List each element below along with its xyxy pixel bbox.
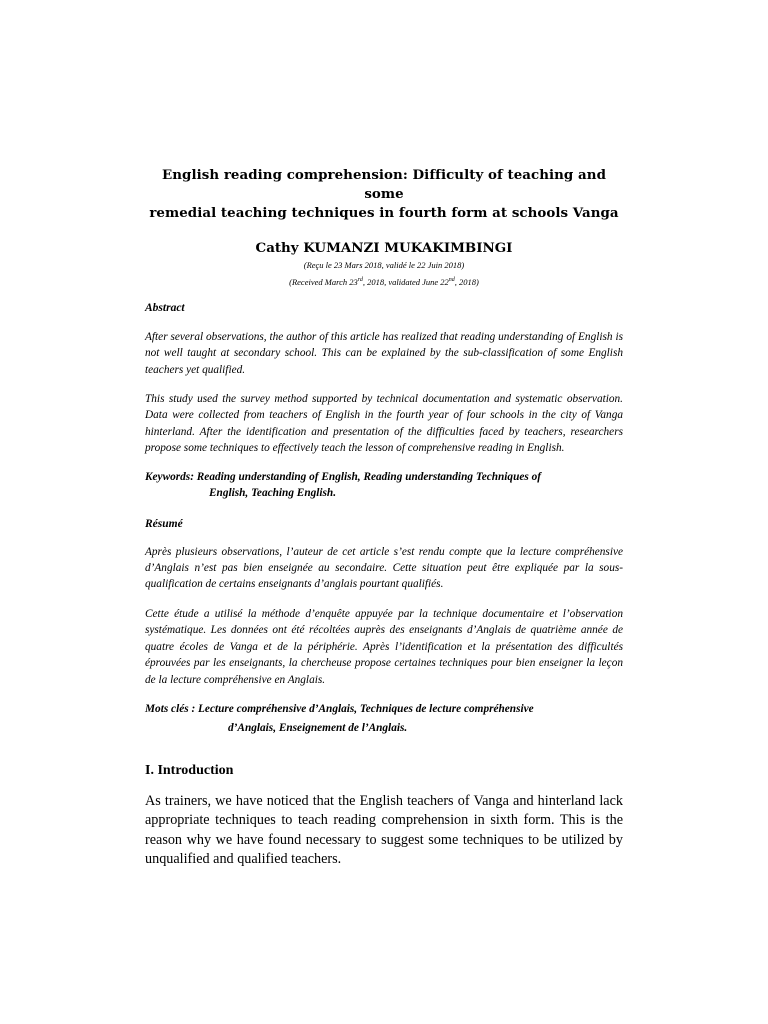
date-french: (Reçu le 23 Mars 2018, validé le 22 Juin 2018) <box>303 260 465 270</box>
paper-page <box>145 166 623 869</box>
keywords-line-1: Keywords: Reading understanding of English, Reading understanding Techniques of <box>145 470 541 483</box>
date-en-sup-2: nd <box>448 277 455 283</box>
keywords-line-2: English, Teaching English. <box>209 487 337 500</box>
introduction-heading: I. Introduction <box>145 762 234 778</box>
introduction-paragraph-1: As trainers, we have noticed that the English teachers of Vanga and hinterland lack appropriate techniques to teach reading comprehension in sixth form. This is the reason why we have found necessary to suggest some techniques to be utilized by unqualified and qualified teachers. <box>145 792 623 867</box>
resume-heading: Résumé <box>145 517 183 530</box>
date-en-suffix: , 2018) <box>454 276 479 287</box>
mots-cles-line-2: d’Anglais, Enseignement de l’Anglais. <box>228 721 408 734</box>
date-en-prefix: (Received March 23 <box>289 276 358 287</box>
author-name: Cathy KUMANZI MUKAKIMBINGI <box>255 240 513 256</box>
title-line-1: English reading comprehension: Difficulty of teaching and some <box>162 167 606 202</box>
keywords <box>145 469 623 502</box>
date-en-sup-1: rd <box>357 277 363 283</box>
dates-block <box>145 258 623 290</box>
abstract-paragraph-2: This study used the survey method supported by technical documentation and systematic observation. Data were collected from teachers of English in the fourth year of four schools in the city of Vanga hinterland. After the identification and presentation of the difficulties faced by teachers, researchers propose some techniques to effectively teach the lesson of comprehensive reading in English. <box>145 393 623 455</box>
paper-title <box>145 166 623 223</box>
resume-paragraph-1: Après plusieurs observations, l’auteur de cet article s’est rendu compte que la lecture compréhensive d’Anglais n’est pas bien enseignée au secondaire. Cette situation peut être expliquée par la sous-qualification de certains enseignants d’anglais pourtant qualifiés. <box>145 545 623 591</box>
resume-paragraph-2: Cette étude a utilisé la méthode d’enquête appuyée par la technique documentaire et l’observation systématique. Les données ont été récoltées auprès des enseignants d’Anglais de quatrième année de quatre écoles de Vanga et de la périphérie. Après l’identification et la présentation des difficultés éprouvées par les enseignants, la chercheuse propose certaines techniques pour bien enseigner la leçon de la lecture compréhensive en Anglais. <box>145 607 623 686</box>
mots-cles <box>145 700 623 738</box>
date-en-mid: , 2018, validated June 22 <box>362 276 449 287</box>
abstract-paragraph-1: After several observations, the author of this article has realized that reading understanding of English is not well taught at secondary school. This can be explained by the sub-classification of some English teachers yet qualified. <box>145 330 623 376</box>
mots-cles-line-1: Mots clés : Lecture compréhensive d’Anglais, Techniques de lecture compréhensive <box>145 702 534 715</box>
date-english <box>145 273 623 290</box>
title-line-2: remedial teaching techniques in fourth form at schools Vanga <box>149 205 619 221</box>
abstract-heading: Abstract <box>145 301 185 314</box>
